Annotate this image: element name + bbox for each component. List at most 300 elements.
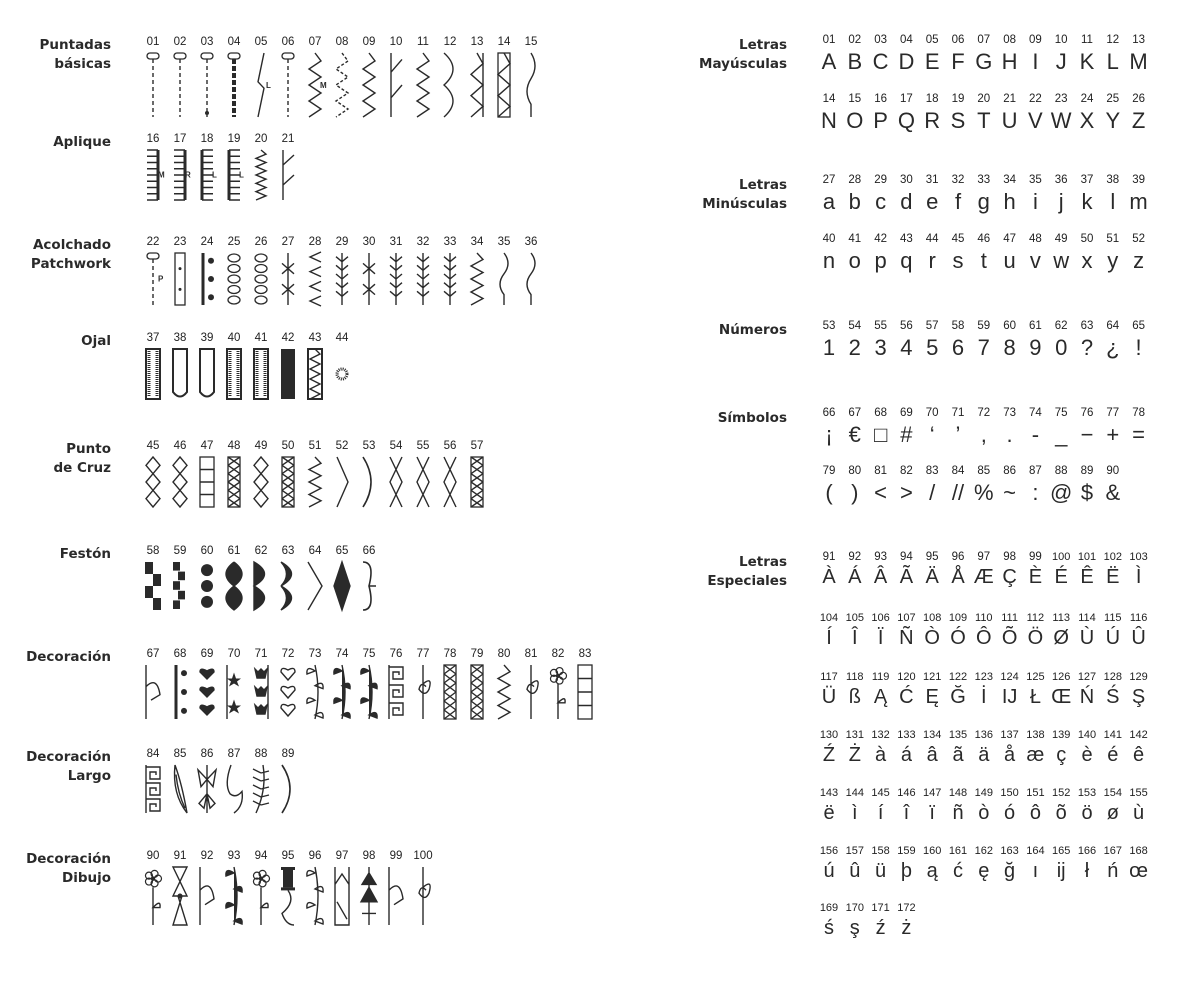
character-glyph: S: [950, 108, 966, 133]
character-glyph: 9: [1029, 335, 1042, 360]
character-number: 154: [1103, 787, 1122, 799]
character-glyph: 1: [822, 335, 836, 360]
character-number: 116: [1129, 612, 1148, 624]
character-glyph: Y: [1105, 108, 1121, 133]
zigzag-stitch-icon: [493, 665, 515, 719]
leaf-stitch-icon: [223, 562, 245, 610]
character-glyph: l: [1110, 189, 1116, 214]
character-glyph: 3: [874, 335, 887, 360]
character-glyph: Z: [1131, 108, 1146, 133]
character-number: 83: [925, 465, 939, 477]
character-number: 105: [845, 612, 864, 624]
circles-stitch-icon: [196, 562, 218, 610]
stitch-number: 63: [281, 545, 295, 557]
character-number: 50: [1080, 233, 1094, 245]
character-glyph: W: [1050, 108, 1072, 133]
character-number: 43: [899, 233, 913, 245]
stitch-number: 23: [173, 236, 187, 248]
character-number: 132: [871, 729, 890, 741]
character-glyph: -: [1031, 422, 1040, 447]
character-number: 137: [1000, 729, 1019, 741]
character-number: 59: [977, 320, 991, 332]
character-glyph: Â: [873, 566, 888, 588]
stitch-number: 57: [470, 440, 484, 452]
character-number: 138: [1026, 729, 1045, 741]
zigzag-stitch-icon: [412, 53, 434, 117]
buttonhole-stitch-icon: [142, 349, 164, 399]
character-glyph: ö: [1081, 802, 1093, 824]
character-glyph: H: [1001, 49, 1018, 74]
stitch-mark-letter: P: [158, 274, 164, 284]
character-glyph: Ł: [1029, 686, 1041, 708]
stitch-number: 04: [227, 36, 241, 48]
swirl-stitch-icon: [412, 867, 434, 925]
character-glyph: u: [1003, 248, 1016, 273]
character-glyph: Ô: [976, 627, 992, 649]
character-glyph: I: [1032, 49, 1039, 74]
character-glyph: /: [929, 480, 936, 505]
stitch-number: 80: [497, 648, 511, 660]
stitch-number: 25: [227, 236, 241, 248]
character-glyph: Ú: [1105, 627, 1121, 649]
section-label-long: Decoración Largo: [26, 749, 111, 784]
character-number: 27: [822, 174, 836, 186]
tulips-stitch-icon: [250, 665, 272, 719]
character-number: 89: [1080, 465, 1094, 477]
character-glyph: ø: [1106, 802, 1119, 824]
character-number: 69: [899, 407, 913, 419]
diamond-chain-stitch-icon: [169, 457, 191, 507]
bird-stitch-icon: [385, 867, 407, 925]
character-number: 45: [951, 233, 965, 245]
character-glyph: ü: [875, 860, 887, 882]
character-glyph: d: [900, 189, 913, 214]
stitch-number: 30: [362, 236, 376, 248]
ladder-stitch-icon: [574, 665, 596, 719]
character-number: 65: [1132, 320, 1145, 332]
character-number: 61: [1028, 320, 1042, 332]
character-glyph: s: [952, 248, 964, 273]
character-glyph: È: [1028, 566, 1043, 588]
character-number: 113: [1052, 612, 1070, 624]
character-glyph: Ą: [873, 686, 888, 708]
character-number: 46: [977, 233, 991, 245]
comb-right-stitch-icon: [169, 150, 191, 200]
character-number: 157: [845, 845, 864, 857]
stitch-number: 31: [389, 236, 403, 248]
character-glyph: P: [873, 108, 888, 133]
stitch-number: 53: [362, 440, 376, 452]
character-number: 76: [1080, 407, 1094, 419]
character-glyph: D: [898, 49, 915, 74]
character-number: 104: [819, 612, 839, 624]
heart-outline-stitch-icon: [277, 665, 299, 719]
feather-stitch-icon: [331, 253, 353, 305]
stitch-number: 77: [416, 648, 430, 660]
stitch-number: 18: [200, 133, 214, 145]
character-number: 111: [1001, 612, 1018, 624]
character-glyph: Ì: [1135, 566, 1142, 588]
character-glyph: é: [1107, 744, 1119, 766]
buttonhole-round-stitch-icon: [169, 349, 191, 399]
stitch-number: 85: [173, 748, 187, 760]
character-number: 167: [1103, 845, 1122, 857]
stitch-number: 26: [254, 236, 268, 248]
character-glyph: N: [821, 108, 837, 133]
chevron-open-stitch-icon: [304, 562, 326, 610]
stitch-number: 75: [362, 648, 376, 660]
character-glyph: Å: [951, 566, 965, 588]
fern-stitch-icon: [250, 765, 272, 813]
comb-left-stitch-icon: [223, 150, 245, 200]
character-glyph: V: [1028, 108, 1043, 133]
buttonhole-zig-stitch-icon: [304, 349, 326, 399]
stitch-number: 67: [146, 648, 160, 660]
character-number: 145: [871, 787, 890, 799]
character-number: 82: [899, 465, 913, 477]
character-glyph: ù: [1133, 802, 1145, 824]
section-label-lower: Letras Minúsculas: [702, 177, 787, 212]
stitch-number: 38: [173, 332, 187, 344]
character-number: 136: [974, 729, 993, 741]
character-glyph: æ: [1026, 744, 1045, 766]
character-glyph: Ã: [899, 566, 914, 588]
section-label-basic: Puntadas básicas: [39, 37, 111, 72]
vine-stitch-icon: [358, 665, 380, 719]
stitch-number: 100: [413, 850, 433, 862]
stitch-number: 54: [389, 440, 403, 452]
half-moon-stitch-icon: [250, 562, 272, 610]
character-glyph: &: [1105, 480, 1121, 505]
character-number: 03: [874, 34, 887, 46]
vine-stitch-icon: [223, 867, 245, 925]
stitch-number: 98: [362, 850, 376, 862]
character-number: 93: [874, 551, 887, 563]
character-number: 106: [871, 612, 890, 624]
stitch-number: 69: [200, 648, 214, 660]
stitch-number: 70: [227, 648, 241, 660]
character-number: 153: [1077, 787, 1097, 799]
crosshatch-stitch-icon: [466, 665, 488, 719]
character-glyph: c: [875, 189, 887, 214]
character-number: 110: [975, 612, 993, 624]
stitch-mark-letter: L: [239, 170, 244, 180]
character-glyph: v: [1029, 248, 1041, 273]
character-number: 78: [1132, 407, 1145, 419]
character-glyph: õ: [1055, 802, 1067, 824]
arch-stitch-icon: [277, 765, 299, 813]
character-glyph: Ö: [1027, 627, 1044, 649]
character-glyph: ë: [823, 802, 835, 824]
stitch-number: 87: [227, 748, 241, 760]
zigzag-dashed-stitch-icon: [331, 53, 353, 117]
character-number: 126: [1052, 671, 1071, 683]
stitch-mark-letter: M: [320, 81, 327, 91]
stitch-number: 86: [200, 748, 214, 760]
section-label-decor: Decoración: [26, 649, 111, 665]
character-number: 70: [925, 407, 939, 419]
character-glyph: ê: [1133, 744, 1145, 766]
character-glyph: ò: [978, 802, 990, 824]
stitch-number: 78: [443, 648, 457, 660]
character-number: 64: [1106, 320, 1120, 332]
character-glyph: A: [821, 49, 837, 74]
stitch-number: 82: [551, 648, 565, 660]
arch-stitch-icon: [358, 457, 380, 507]
stitch-number: 03: [200, 36, 214, 48]
stitch-number: 32: [416, 236, 430, 248]
stitch-number: 74: [335, 648, 349, 660]
buttonhole-stitch-icon: [250, 349, 272, 399]
character-number: 139: [1052, 729, 1071, 741]
stitch-number: 27: [281, 236, 295, 248]
character-glyph: Ź: [822, 744, 836, 766]
character-glyph: É: [1054, 566, 1068, 588]
character-number: 07: [977, 34, 991, 46]
character-glyph: a: [822, 189, 836, 214]
stitch-number: 55: [416, 440, 430, 452]
character-number: 172: [897, 902, 916, 914]
asterisk-stitch-icon: [277, 253, 299, 305]
character-number: 134: [923, 729, 942, 741]
character-glyph: Ä: [925, 566, 939, 588]
zigzag-m-stitch-icon: [304, 53, 326, 117]
stitch-number: 90: [146, 850, 160, 862]
section-label-motif: Decoración Dibujo: [26, 851, 111, 886]
character-glyph: B: [847, 49, 863, 74]
buttonhole-round-stitch-icon: [196, 349, 218, 399]
character-number: 16: [874, 93, 887, 105]
character-number: 57: [925, 320, 939, 332]
character-glyph: Ù: [1079, 627, 1095, 649]
character-glyph: p: [874, 248, 887, 273]
zigzag-offset-stitch-icon: [358, 53, 380, 117]
character-number: 22: [1028, 93, 1042, 105]
stitch-number: 40: [227, 332, 241, 344]
stitch-number: 46: [173, 440, 187, 452]
character-glyph: G: [975, 49, 993, 74]
section-label-symbols: Símbolos: [717, 410, 787, 426]
character-number: 121: [923, 671, 942, 683]
section-label-upper: Letras Mayúsculas: [699, 37, 787, 72]
character-glyph: ?: [1080, 335, 1094, 360]
loops-stitch-icon: [250, 253, 272, 305]
blind-hem-stitch-icon: [385, 53, 407, 117]
stitch-number: 64: [308, 545, 322, 557]
stars-stitch-icon: [223, 665, 245, 719]
character-number: 161: [948, 845, 968, 857]
character-number: 44: [925, 233, 939, 245]
stitch-number: 71: [254, 648, 268, 660]
character-number: 103: [1129, 551, 1148, 563]
stitch-number: 99: [389, 850, 403, 862]
stitch-number: 65: [335, 545, 349, 557]
character-glyph: //: [951, 480, 965, 505]
cross-x-stitch-icon: [385, 457, 407, 507]
character-glyph: U: [1001, 108, 1018, 133]
character-number: 125: [1026, 671, 1045, 683]
character-glyph: î: [903, 802, 910, 824]
character-glyph: ş: [849, 917, 860, 939]
dots-stitch-icon: [169, 665, 191, 719]
comb-left-stitch-icon: [196, 150, 218, 200]
stitch-number: 91: [173, 850, 187, 862]
character-number: 84: [951, 465, 965, 477]
character-number: 63: [1080, 320, 1094, 332]
straight-left-stitch-icon: [277, 53, 299, 117]
feather-stitch-icon: [439, 253, 461, 305]
character-glyph: á: [900, 744, 912, 766]
character-number: 11: [1081, 34, 1093, 46]
character-number: 130: [819, 729, 839, 741]
character-glyph: 5: [926, 335, 939, 360]
character-number: 25: [1106, 93, 1120, 105]
character-glyph: Ś: [1106, 686, 1120, 708]
character-number: 100: [1052, 551, 1071, 563]
character-number: 80: [848, 465, 862, 477]
character-glyph: ź: [875, 917, 886, 939]
stitch-number: 83: [578, 648, 592, 660]
character-number: 165: [1052, 845, 1071, 857]
character-glyph: x: [1081, 248, 1093, 273]
character-number: 118: [846, 671, 864, 683]
stitch-number: 09: [362, 36, 376, 48]
character-glyph: −: [1080, 422, 1094, 447]
character-number: 115: [1104, 612, 1122, 624]
character-number: 49: [1054, 233, 1068, 245]
character-number: 148: [948, 787, 968, 799]
character-glyph: ı: [1032, 860, 1039, 882]
dense-stitch-icon: [277, 349, 299, 399]
character-number: 52: [1132, 233, 1145, 245]
character-glyph: Ñ: [899, 627, 914, 649]
feather-stitch-icon: [385, 253, 407, 305]
character-number: 62: [1054, 320, 1068, 332]
character-glyph: Ï: [877, 627, 884, 649]
diamond-solid-stitch-icon: [331, 562, 353, 610]
leaf-outline-stitch-icon: [169, 765, 191, 813]
stitch-number: 92: [200, 850, 214, 862]
stitch-number: 16: [146, 133, 160, 145]
character-glyph: M: [1129, 49, 1148, 74]
character-glyph: =: [1132, 422, 1146, 447]
character-glyph: Î: [852, 627, 858, 649]
character-glyph: ż: [901, 917, 912, 939]
character-glyph: t: [980, 248, 987, 273]
character-glyph: ć: [953, 860, 963, 882]
character-number: 114: [1078, 612, 1096, 624]
stitch-number: 59: [173, 545, 187, 557]
character-glyph: €: [848, 422, 861, 447]
stitch-number: 06: [281, 36, 295, 48]
character-glyph: i: [1032, 189, 1038, 214]
character-number: 42: [874, 233, 887, 245]
character-number: 74: [1028, 407, 1042, 419]
character-glyph: œ: [1129, 860, 1149, 882]
character-number: 66: [822, 407, 836, 419]
steps-stitch-icon: [169, 562, 191, 610]
character-number: 31: [925, 174, 939, 186]
character-glyph: Ë: [1106, 566, 1120, 588]
character-number: 95: [925, 551, 939, 563]
character-number: 86: [1003, 465, 1016, 477]
stitch-number: 07: [308, 36, 322, 48]
character-number: 97: [977, 551, 991, 563]
character-glyph: !: [1135, 335, 1142, 360]
character-glyph: Ć: [899, 686, 914, 708]
character-glyph: í: [877, 802, 884, 824]
character-number: 32: [951, 174, 965, 186]
character-glyph: Á: [848, 566, 862, 588]
character-number: 119: [871, 671, 890, 683]
flower-stitch-icon: [547, 665, 569, 719]
character-number: 47: [1003, 233, 1016, 245]
character-glyph: Ò: [924, 627, 940, 649]
character-glyph: Ń: [1079, 686, 1095, 708]
stitch-number: 73: [308, 648, 322, 660]
character-number: 159: [897, 845, 916, 857]
zigzag-stitch-icon: [466, 253, 488, 305]
stitch-mark-letter: M: [158, 170, 165, 180]
character-number: 01: [822, 34, 836, 46]
stitch-number: 24: [200, 236, 214, 248]
character-glyph: k: [1081, 189, 1093, 214]
stitch-number: 37: [146, 332, 160, 344]
character-glyph: À: [822, 566, 836, 588]
character-glyph: ì: [852, 802, 858, 824]
wave-stitch-icon: [493, 253, 515, 305]
character-number: 23: [1054, 93, 1068, 105]
character-number: 53: [822, 320, 836, 332]
character-number: 54: [848, 320, 862, 332]
character-glyph: Ü: [821, 686, 837, 708]
character-number: 144: [845, 787, 864, 799]
stitch-number: 45: [146, 440, 160, 452]
character-number: 171: [871, 902, 890, 914]
character-number: 85: [977, 465, 991, 477]
character-glyph: z: [1133, 248, 1145, 273]
character-number: 98: [1003, 551, 1016, 563]
stitch-number: 43: [308, 332, 322, 344]
character-glyph: ij: [1056, 860, 1066, 882]
character-number: 36: [1054, 174, 1068, 186]
greek-stitch-icon: [385, 665, 407, 719]
brace-stitch-icon: [358, 562, 380, 610]
stitch-number: 11: [417, 36, 429, 48]
stitch-number: 50: [281, 440, 295, 452]
chevrons-stitch-icon: [304, 253, 326, 305]
character-number: 170: [845, 902, 864, 914]
stitch-number: 08: [335, 36, 349, 48]
loops-stitch-icon: [223, 253, 245, 305]
character-glyph: û: [849, 860, 861, 882]
character-glyph: E: [924, 49, 940, 74]
character-glyph: @: [1050, 480, 1073, 505]
character-glyph: %: [974, 480, 994, 505]
character-glyph: İ: [981, 686, 987, 708]
character-glyph: ñ: [952, 802, 964, 824]
character-number: 19: [951, 93, 965, 105]
character-glyph: â: [926, 744, 938, 766]
stitch-number: 42: [281, 332, 295, 344]
character-number: 166: [1077, 845, 1097, 857]
lightning-stitch-icon: [250, 53, 272, 117]
stitch-mark-letter: R: [185, 170, 191, 180]
character-glyph: y: [1107, 248, 1119, 273]
stitch-number: 14: [497, 36, 511, 48]
character-glyph: IJ: [1001, 686, 1018, 708]
tree-stitch-icon: [358, 867, 380, 925]
